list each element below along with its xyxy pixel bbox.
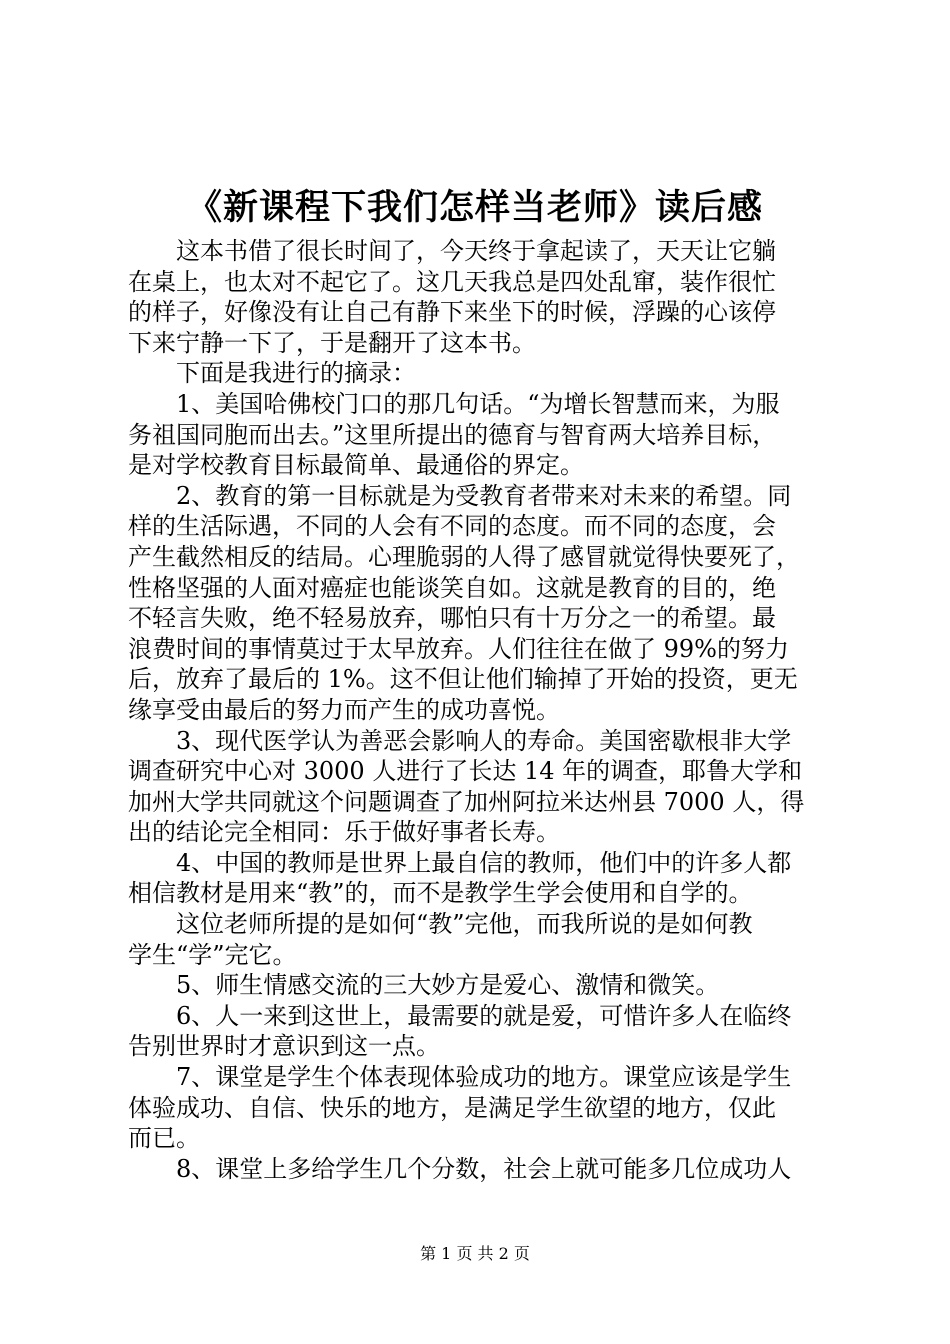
document-title: 《新课程下我们怎样当老师》读后感 [186,187,763,228]
body-line: 加州大学共同就这个问题调查了加州阿拉米达州县 7000 人，得 [128,787,805,816]
body-line: 5、师生情感交流的三大妙方是爱心、激情和微笑。 [128,971,720,1000]
body-line: 是对学校教育目标最简单、最通俗的界定。 [128,451,584,480]
body-line: 而已。 [128,1124,200,1153]
body-line: 下来宁静一下了，于是翻开了这本书。 [128,328,536,357]
body-line: 不轻言失败，绝不轻易放弃，哪怕只有十万分之一的希望。最 [128,604,776,633]
body-line: 告别世界时才意识到这一点。 [128,1032,440,1061]
body-line: 相信教材是用来“教”的，而不是教学生学会使用和自学的。 [128,879,753,908]
body-line: 在桌上，也太对不起它了。这几天我总是四处乱窜，装作很忙 [128,267,776,296]
body-line: 调查研究中心对 3000 人进行了长达 14 年的调查，耶鲁大学和 [128,757,803,786]
body-line: 3、现代医学认为善恶会影响人的寿命。美国密歇根非大学 [128,726,792,755]
body-line: 学生“学”完它。 [128,940,297,969]
body-line: 这本书借了很长时间了，今天终于拿起读了，天天让它躺 [128,237,776,265]
body-line: 出的结论完全相同：乐于做好事者长寿。 [128,818,560,847]
body-line: 后，放弃了最后的 1%。这不但让他们输掉了开始的投资，更无 [128,665,798,694]
body-line: 的样子，好像没有让自己有静下来坐下的时候，浮躁的心该停 [128,298,776,327]
body-line: 性格坚强的人面对癌症也能谈笑自如。这就是教育的目的，绝 [128,573,776,602]
body-line: 产生截然相反的结局。心理脆弱的人得了感冒就觉得快要死了， [128,542,800,571]
body-line: 浪费时间的事情莫过于太早放弃。人们往往在做了 99%的努力 [128,634,789,663]
body-line: 样的生活际遇，不同的人会有不同的态度。而不同的态度，会 [128,512,776,541]
body-line: 务祖国同胞而出去。”这里所提出的德育与智育两大培养目标， [128,420,777,449]
body-line: 8、课堂上多给学生几个分数，社会上就可能多几位成功人 [128,1154,792,1183]
body-line: 体验成功、自信、快乐的地方，是满足学生欲望的地方，仅此 [128,1093,776,1122]
body-line: 6、人一来到这世上，最需要的就是爱，可惜许多人在临终 [128,1001,792,1030]
body-line: 1、美国哈佛校门口的那几句话。“为增长智慧而来，为服 [128,389,780,418]
body-line: 2、教育的第一目标就是为受教育者带来对未来的希望。同 [128,481,792,510]
body-line: 7、课堂是学生个体表现体验成功的地方。课堂应该是学生 [128,1063,792,1092]
page-footer: 第 1 页 共 2 页 [420,1244,530,1263]
body-line: 缘享受由最后的努力而产生的成功喜悦。 [128,695,560,724]
body-line: 这位老师所提的是如何“教”完他，而我所说的是如何教 [128,910,753,939]
body-line: 4、中国的教师是世界上最自信的教师，他们中的许多人都 [128,848,792,877]
body-line: 下面是我进行的摘录： [128,359,416,388]
document-body [128,236,828,1184]
